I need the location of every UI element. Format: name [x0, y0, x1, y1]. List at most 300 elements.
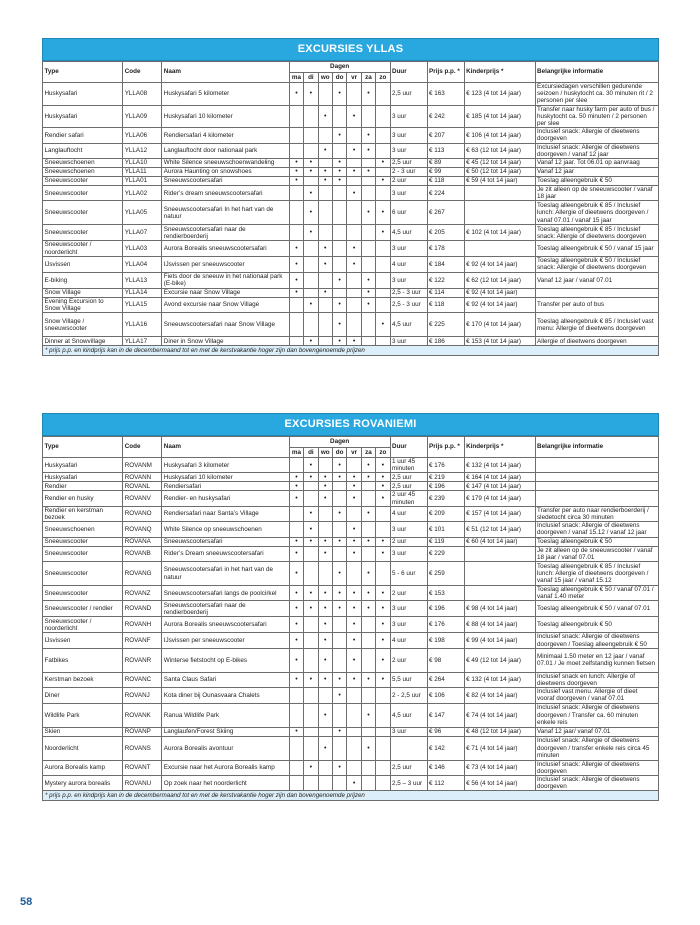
table-row	[43, 760, 659, 775]
cell-type: Sneeuwscooter / noorderlicht	[43, 617, 123, 633]
cell-code: YLLA12	[123, 143, 162, 158]
cell-day: •	[347, 168, 361, 177]
cell-day: •	[332, 562, 346, 586]
cell-day: •	[376, 546, 390, 561]
cell-day	[376, 168, 390, 177]
cell-type: Sneeuwschoenen	[43, 522, 123, 537]
cell-day	[361, 617, 375, 633]
table-row	[43, 288, 659, 297]
cell-day: •	[361, 562, 375, 586]
cell-duration: 3 uur	[390, 337, 427, 346]
section-rovaniemi	[42, 413, 659, 801]
cell-type: Rendier safari	[43, 128, 123, 143]
cell-name: Aurora Haunting on snowshoes	[162, 168, 290, 177]
cell-duration: 3 uur	[390, 105, 427, 128]
cell-price: € 101	[427, 522, 464, 537]
cell-day: •	[289, 491, 303, 506]
page-number: 58	[20, 896, 33, 908]
cell-price: € 242	[427, 105, 464, 128]
table-row	[43, 617, 659, 633]
cell-day	[304, 703, 318, 727]
cell-day	[361, 186, 375, 201]
cell-duration: 2 uur	[390, 586, 427, 601]
cell-day	[332, 736, 346, 760]
cell-code: ROVANP	[123, 727, 162, 736]
cell-duration: 6 uur	[390, 201, 427, 225]
cell-info: Toeslag alleengebruik € 85 / Inclusief lunch: Allergie of dieetwens doorgeven / vanaf 07.01 / vanaf 15 jaar	[535, 201, 658, 225]
cell-code: YLLA05	[123, 201, 162, 225]
cell-day: •	[304, 168, 318, 177]
cell-day: •	[318, 672, 332, 687]
table-row	[43, 186, 659, 201]
cell-duration: 2,5 uur	[390, 83, 427, 106]
cell-type: Fatbikes	[43, 648, 123, 672]
cell-day	[289, 143, 303, 158]
cell-day	[347, 727, 361, 736]
cell-info: Vanaf 12 jaar	[535, 168, 658, 177]
cell-child-price	[464, 201, 535, 225]
cell-day: •	[318, 168, 332, 177]
cell-day: •	[332, 177, 346, 186]
cell-day: •	[376, 601, 390, 617]
cell-child-price: € 185 (4 tot 14 jaar)	[464, 105, 535, 128]
cell-day: •	[332, 473, 346, 482]
cell-code: ROVANQ	[123, 522, 162, 537]
cell-price: € 196	[427, 601, 464, 617]
cell-day: •	[289, 672, 303, 687]
cell-type: Sneeuwscooter	[43, 562, 123, 586]
col-duration: Duur	[390, 62, 427, 83]
cell-code: ROVANR	[123, 648, 162, 672]
cell-price: € 147	[427, 703, 464, 727]
cell-code: YLLA13	[123, 272, 162, 288]
cell-code: ROVANM	[123, 458, 162, 473]
cell-day	[376, 703, 390, 727]
table-row	[43, 601, 659, 617]
cell-day	[289, 313, 303, 337]
cell-day	[304, 128, 318, 143]
cell-type: Kerstman bezoek	[43, 672, 123, 687]
cell-info: Je zit alleen op de sneeuwscooter / vanaf 18 jaar / vanaf 07.01	[535, 546, 658, 561]
cell-name: Rendiersafari	[162, 482, 290, 491]
cell-day	[376, 688, 390, 703]
cell-name: Sneeuwscootersafari	[162, 177, 290, 186]
cell-type: Sneeuwscooter / noorderlicht	[43, 241, 123, 256]
cell-day: •	[361, 288, 375, 297]
cell-day	[361, 159, 375, 168]
cell-day: •	[289, 537, 303, 546]
cell-info: Inclusief snack: Allergie of dieetwens doorgeven	[535, 776, 658, 791]
cell-price: € 118	[427, 297, 464, 312]
cell-day: •	[318, 537, 332, 546]
cell-info: Je zit alleen op de sneeuwscooter / vanaf 18 jaar	[535, 186, 658, 201]
cell-day: •	[376, 491, 390, 506]
cell-day: •	[304, 458, 318, 473]
cell-day: •	[318, 105, 332, 128]
cell-info	[535, 482, 658, 491]
cell-duration: 3 uur	[390, 241, 427, 256]
cell-day	[318, 225, 332, 241]
cell-day: •	[289, 168, 303, 177]
cell-day	[318, 159, 332, 168]
col-child-price: Kinderprijs *	[464, 437, 535, 458]
cell-duration: 2,5 – 3 uur	[390, 776, 427, 791]
cell-duration: 2 uur	[390, 648, 427, 672]
day-header: wo	[318, 448, 332, 458]
cell-day	[347, 128, 361, 143]
cell-duration: 3 uur	[390, 601, 427, 617]
cell-duration: 2 uur 45 minuten	[390, 491, 427, 506]
cell-day	[304, 272, 318, 288]
cell-day: •	[347, 633, 361, 648]
cell-name: Op zoek naar het noorderlicht	[162, 776, 290, 791]
cell-day: •	[318, 288, 332, 297]
cell-price: € 119	[427, 537, 464, 546]
cell-code: ROVANJ	[123, 688, 162, 703]
cell-name: Huskysafari 10 kilometer	[162, 473, 290, 482]
table-row	[43, 633, 659, 648]
cell-price: € 89	[427, 159, 464, 168]
cell-day	[304, 688, 318, 703]
cell-day	[332, 491, 346, 506]
cell-code: ROVANF	[123, 633, 162, 648]
cell-day: •	[361, 297, 375, 312]
cell-day	[318, 337, 332, 346]
cell-day: •	[289, 648, 303, 672]
cell-day	[289, 506, 303, 521]
cell-name: Sneeuwscootersafari langs de poolcirkel	[162, 586, 290, 601]
day-header: wo	[318, 73, 332, 83]
day-header: zo	[376, 73, 390, 83]
cell-day: •	[304, 225, 318, 241]
cell-child-price: € 98 (4 tot 14 jaar)	[464, 601, 535, 617]
table-row	[43, 458, 659, 473]
table-row	[43, 168, 659, 177]
cell-day	[332, 546, 346, 561]
cell-code: YLLA08	[123, 83, 162, 106]
col-info: Belangrijke informatie	[535, 437, 658, 458]
day-header: do	[332, 73, 346, 83]
cell-duration: 2 uur	[390, 177, 427, 186]
cell-duration: 4 uur	[390, 633, 427, 648]
cell-day: •	[318, 482, 332, 491]
cell-price: € 146	[427, 760, 464, 775]
cell-name: Huskysafari 10 kilometer	[162, 105, 290, 128]
cell-day	[376, 297, 390, 312]
cell-child-price: € 164 (4 tot 14 jaar)	[464, 473, 535, 482]
cell-day: •	[304, 201, 318, 225]
cell-duration: 2,5 uur	[390, 482, 427, 491]
cell-duration: 4,5 uur	[390, 313, 427, 337]
cell-info: Toeslag alleengebruik € 50 / Inclusief snack: Allergie of dieetwens doorgeven	[535, 256, 658, 272]
cell-duration: 2,5 - 3 uur	[390, 288, 427, 297]
table-row	[43, 736, 659, 760]
cell-child-price: € 132 (4 tot 14 jaar)	[464, 672, 535, 687]
cell-code: ROVANO	[123, 506, 162, 521]
table-row	[43, 225, 659, 241]
cell-day: •	[376, 458, 390, 473]
cell-duration: 3 uur	[390, 546, 427, 561]
day-header: vr	[347, 448, 361, 458]
cell-child-price: € 170 (4 tot 14 jaar)	[464, 313, 535, 337]
cell-child-price: € 49 (12 tot 14 jaar)	[464, 648, 535, 672]
cell-day	[376, 272, 390, 288]
cell-day: •	[361, 736, 375, 760]
cell-type: Rendier	[43, 482, 123, 491]
cell-name: Excursie naar het Aurora Borealis kamp	[162, 760, 290, 775]
cell-duration: 4 uur	[390, 506, 427, 521]
cell-code: ROVANS	[123, 736, 162, 760]
section-title: EXCURSIES ROVANIEMI	[42, 413, 659, 436]
day-header: ma	[289, 73, 303, 83]
cell-info	[535, 473, 658, 482]
cell-day: •	[304, 537, 318, 546]
cell-day	[347, 225, 361, 241]
cell-name: Santa Claus Safari	[162, 672, 290, 687]
cell-day	[332, 482, 346, 491]
table-row	[43, 83, 659, 106]
cell-duration: 2,5 uur	[390, 159, 427, 168]
cell-day: •	[289, 272, 303, 288]
cell-day	[332, 225, 346, 241]
cell-code: ROVANA	[123, 537, 162, 546]
cell-duration	[390, 736, 427, 760]
cell-duration: 4 uur	[390, 256, 427, 272]
cell-name: Rider’s Dream sneeuwscootersafari	[162, 546, 290, 561]
cell-price: € 114	[427, 288, 464, 297]
cell-day	[304, 491, 318, 506]
cell-name: Winterse fietstocht op E-bikes	[162, 648, 290, 672]
cell-day: •	[361, 458, 375, 473]
cell-day: •	[347, 241, 361, 256]
col-name: Naam	[162, 437, 290, 458]
cell-day: •	[332, 458, 346, 473]
cell-day: •	[304, 337, 318, 346]
cell-day: •	[376, 473, 390, 482]
cell-day	[332, 633, 346, 648]
cell-day: •	[304, 473, 318, 482]
cell-day	[376, 760, 390, 775]
cell-day	[332, 522, 346, 537]
table-row	[43, 522, 659, 537]
col-duration: Duur	[390, 437, 427, 458]
cell-name: Excursie naar Snow Village	[162, 288, 290, 297]
cell-child-price: € 45 (12 tot 14 jaar)	[464, 159, 535, 168]
cell-child-price: € 88 (4 tot 14 jaar)	[464, 617, 535, 633]
cell-day: •	[361, 143, 375, 158]
cell-day	[318, 186, 332, 201]
cell-type: Langlauftocht	[43, 143, 123, 158]
cell-day: •	[304, 83, 318, 106]
cell-day	[304, 776, 318, 791]
cell-price: € 225	[427, 313, 464, 337]
cell-day: •	[304, 522, 318, 537]
cell-info: Toeslag alleengebruik € 50 / vanaf 15 jaar	[535, 241, 658, 256]
footnote: * prijs p.p. en kindprijs kan in de decembermaand tot en met de kerstvakantie hoger zijn dan bovengenoemde prijzen	[42, 791, 659, 801]
day-header: di	[304, 448, 318, 458]
cell-day: •	[304, 672, 318, 687]
cell-day: •	[361, 128, 375, 143]
cell-child-price: € 157 (4 tot 14 jaar)	[464, 506, 535, 521]
cell-type: Sneeuwschoenen	[43, 168, 123, 177]
cell-code: YLLA16	[123, 313, 162, 337]
cell-code: YLLA09	[123, 105, 162, 128]
cell-child-price: € 132 (4 tot 14 jaar)	[464, 458, 535, 473]
cell-day	[304, 241, 318, 256]
cell-price: € 205	[427, 225, 464, 241]
table-row	[43, 562, 659, 586]
cell-code: YLLA06	[123, 128, 162, 143]
cell-day	[376, 128, 390, 143]
cell-name: Kota diner bij Ounasvaara Chalets	[162, 688, 290, 703]
cell-duration: 4,5 uur	[390, 225, 427, 241]
cell-day	[304, 143, 318, 158]
cell-child-price: € 102 (4 tot 14 jaar)	[464, 225, 535, 241]
cell-day: •	[289, 601, 303, 617]
cell-price: € 186	[427, 337, 464, 346]
cell-child-price: € 92 (4 tot 14 jaar)	[464, 297, 535, 312]
cell-type: Sneeuwscooter	[43, 177, 123, 186]
cell-duration: 3 uur	[390, 143, 427, 158]
cell-day: •	[332, 727, 346, 736]
cell-day	[347, 313, 361, 337]
cell-child-price: € 99 (4 tot 14 jaar)	[464, 633, 535, 648]
cell-day	[318, 688, 332, 703]
cell-child-price: € 92 (4 tot 14 jaar)	[464, 256, 535, 272]
cell-day: •	[347, 522, 361, 537]
cell-price: € 113	[427, 143, 464, 158]
cell-code: ROVANH	[123, 617, 162, 633]
cell-name: White Silence sneeuwschoenwandeling	[162, 159, 290, 168]
cell-day	[376, 105, 390, 128]
cell-type: Wildlife Park	[43, 703, 123, 727]
cell-day	[332, 105, 346, 128]
cell-day: •	[289, 617, 303, 633]
table-row	[43, 586, 659, 601]
cell-code: YLLA11	[123, 168, 162, 177]
cell-price: € 184	[427, 256, 464, 272]
cell-day	[361, 522, 375, 537]
cell-name: Aurora Borealis sneeuwscootersafari	[162, 617, 290, 633]
cell-duration: 5 - 6 uur	[390, 562, 427, 586]
cell-day	[304, 633, 318, 648]
cell-day	[304, 313, 318, 337]
cell-day: •	[347, 256, 361, 272]
cell-day	[318, 776, 332, 791]
cell-code: YLLA01	[123, 177, 162, 186]
cell-day	[289, 297, 303, 312]
cell-day	[289, 186, 303, 201]
cell-type: Sneeuwscooter	[43, 186, 123, 201]
cell-day: •	[361, 201, 375, 225]
cell-duration: 2,5 uur	[390, 760, 427, 775]
cell-code: YLLA04	[123, 256, 162, 272]
cell-day: •	[361, 473, 375, 482]
table-row	[43, 201, 659, 225]
cell-type: Evening Excursion to Snow Village	[43, 297, 123, 312]
cell-day	[318, 522, 332, 537]
cell-duration: 3 uur	[390, 522, 427, 537]
cell-info	[535, 491, 658, 506]
cell-child-price: € 50 (12 tot 14 jaar)	[464, 168, 535, 177]
cell-type: Huskysafari	[43, 105, 123, 128]
cell-day	[361, 688, 375, 703]
cell-type: Rendier en husky	[43, 491, 123, 506]
cell-type: Sneeuwscooter	[43, 201, 123, 225]
cell-code: ROVAND	[123, 601, 162, 617]
cell-day	[289, 688, 303, 703]
cell-day	[361, 482, 375, 491]
cell-day	[289, 201, 303, 225]
cell-day: •	[376, 482, 390, 491]
cell-price: € 153	[427, 586, 464, 601]
cell-type: Huskysafari	[43, 473, 123, 482]
cell-type: IJsvissen	[43, 633, 123, 648]
cell-info: Toeslag alleengebruik € 85 / Inclusief snack: Allergie of dieetwens doorgeven	[535, 225, 658, 241]
cell-day: •	[332, 272, 346, 288]
cell-name: Rendiersafari 4 kilometer	[162, 128, 290, 143]
cell-day	[361, 760, 375, 775]
cell-day: •	[318, 491, 332, 506]
cell-info: Allergie of dieetwens doorgeven	[535, 337, 658, 346]
table-row	[43, 727, 659, 736]
cell-name: Rider’s dream sneeuwscootersafari	[162, 186, 290, 201]
cell-info: Vanaf 12 jaar. Tot 06.01 op aanvraag	[535, 159, 658, 168]
cell-day	[318, 313, 332, 337]
day-header: za	[361, 448, 375, 458]
cell-day: •	[332, 672, 346, 687]
cell-name: Huskysafari 5 kilometer	[162, 83, 290, 106]
table-row	[43, 473, 659, 482]
cell-child-price	[464, 586, 535, 601]
col-name: Naam	[162, 62, 290, 83]
cell-info: Inclusief snack: Allergie of dieetwens doorgeven / transfer enkele reis circa 45 minuten	[535, 736, 658, 760]
cell-child-price: € 60 (4 tot 14 jaar)	[464, 537, 535, 546]
cell-duration: 3 uur	[390, 617, 427, 633]
cell-code: ROVANC	[123, 672, 162, 687]
cell-name: Fiets door de sneeuw in het nationaal park (E-bike)	[162, 272, 290, 288]
cell-child-price: € 123 (4 tot 14 jaar)	[464, 83, 535, 106]
cell-day: •	[332, 168, 346, 177]
cell-type: Snow Village	[43, 288, 123, 297]
cell-day	[332, 648, 346, 672]
cell-day	[304, 617, 318, 633]
table-row	[43, 546, 659, 561]
table-row	[43, 272, 659, 288]
cell-code: YLLA03	[123, 241, 162, 256]
cell-name: Sneeuwscootersafari naar de rendierboerderij	[162, 601, 290, 617]
cell-day: •	[347, 537, 361, 546]
cell-day	[332, 241, 346, 256]
cell-duration: 3 uur	[390, 272, 427, 288]
cell-day	[304, 648, 318, 672]
cell-info: Toeslag alleengebruik € 50	[535, 617, 658, 633]
cell-day	[361, 727, 375, 736]
cell-day	[318, 201, 332, 225]
cell-day: •	[289, 562, 303, 586]
cell-day	[347, 736, 361, 760]
cell-type: IJsvissen	[43, 256, 123, 272]
cell-price: € 209	[427, 506, 464, 521]
cell-day: •	[347, 143, 361, 158]
cell-type: Sneeuwscooter / rendier	[43, 601, 123, 617]
table-row	[43, 143, 659, 158]
cell-price: € 229	[427, 546, 464, 561]
cell-child-price	[464, 562, 535, 586]
cell-duration: 3 uur	[390, 727, 427, 736]
cell-price: € 112	[427, 776, 464, 791]
cell-name: Sneeuwscootersafari naar de rendierboerderij	[162, 225, 290, 241]
